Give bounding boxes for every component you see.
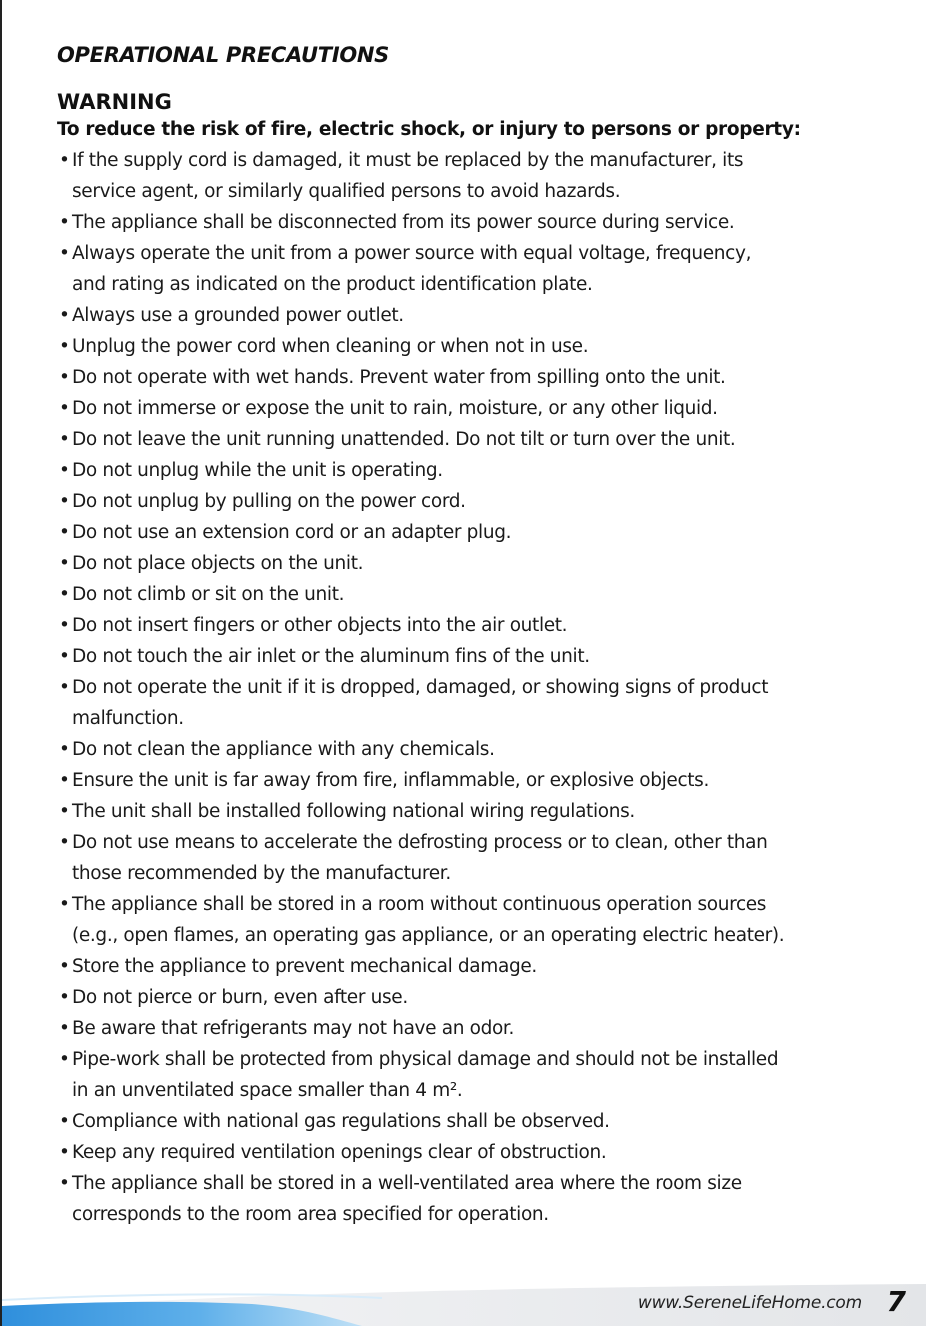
precaution-item: [57, 610, 892, 641]
precaution-text-line: Store the appliance to prevent mechanical damage.: [72, 956, 537, 977]
precaution-text-line: Do not operate the unit if it is dropped, damaged, or showing signs of product: [72, 677, 769, 698]
bullet-icon: •: [59, 832, 70, 853]
bullet-icon: •: [59, 956, 70, 977]
precaution-text-line: in an unventilated space smaller than 4 m².: [72, 1080, 463, 1101]
website-url[interactable]: www.SereneLifeHome.com: [637, 1293, 862, 1313]
warning-intro: To reduce the risk of fire, electric shock, or injury to persons or property:: [57, 119, 801, 140]
bullet-icon: •: [59, 367, 70, 388]
precaution-item: [57, 331, 892, 362]
bullet-icon: •: [59, 336, 70, 357]
precaution-text-line: The appliance shall be disconnected from its power source during service.: [72, 212, 735, 233]
bullet-icon: •: [59, 1111, 70, 1132]
precaution-item: [57, 424, 892, 455]
precaution-item: [57, 455, 892, 486]
bullet-icon: •: [59, 243, 70, 264]
precaution-text-line: Do not use means to accelerate the defrosting process or to clean, other than: [72, 832, 768, 853]
precaution-item: [57, 889, 892, 951]
precaution-item: [57, 579, 892, 610]
bullet-icon: •: [59, 429, 70, 450]
bullet-icon: •: [59, 1173, 70, 1194]
precaution-text-line: malfunction.: [72, 708, 184, 729]
page-number: 7: [886, 1285, 906, 1318]
bullet-icon: •: [59, 305, 70, 326]
precaution-item: [57, 548, 892, 579]
precaution-text-line: Do not use an extension cord or an adapter plug.: [72, 522, 512, 543]
bullet-icon: •: [59, 212, 70, 233]
bullet-icon: •: [59, 677, 70, 698]
precaution-list: [57, 145, 892, 1230]
precaution-item: [57, 765, 892, 796]
precaution-text-line: The unit shall be installed following national wiring regulations.: [72, 801, 635, 822]
precaution-item: [57, 641, 892, 672]
precaution-item: [57, 1106, 892, 1137]
bullet-icon: •: [59, 646, 70, 667]
precaution-text-line: Unplug the power cord when cleaning or when not in use.: [72, 336, 589, 357]
precaution-text-line: Do not pierce or burn, even after use.: [72, 987, 408, 1008]
precaution-text-line: The appliance shall be stored in a well-ventilated area where the room size: [72, 1173, 742, 1194]
precaution-text-line: If the supply cord is damaged, it must be replaced by the manufacturer, its: [72, 150, 744, 171]
bullet-icon: •: [59, 1142, 70, 1163]
precaution-text-line: Do not leave the unit running unattended. Do not tilt or turn over the unit.: [72, 429, 736, 450]
precaution-item: [57, 734, 892, 765]
warning-heading: WARNING: [57, 90, 172, 114]
precaution-text-line: Pipe-work shall be protected from physical damage and should not be installed: [72, 1049, 779, 1070]
precaution-text-line: Do not immerse or expose the unit to rain, moisture, or any other liquid.: [72, 398, 718, 419]
precaution-text-line: Do not climb or sit on the unit.: [72, 584, 345, 605]
precaution-item: [57, 796, 892, 827]
precaution-item: [57, 362, 892, 393]
precaution-text-line: (e.g., open flames, an operating gas appliance, or an operating electric heater).: [72, 925, 785, 946]
bullet-icon: •: [59, 460, 70, 481]
document-body: [57, 40, 892, 1230]
precaution-item: [57, 1168, 892, 1230]
precaution-item: [57, 393, 892, 424]
precaution-item: [57, 982, 892, 1013]
precaution-text-line: Keep any required ventilation openings clear of obstruction.: [72, 1142, 607, 1163]
bullet-icon: •: [59, 150, 70, 171]
precaution-item: [57, 486, 892, 517]
precaution-item: [57, 145, 892, 207]
precaution-text-line: Compliance with national gas regulations shall be observed.: [72, 1111, 610, 1132]
precaution-text-line: Ensure the unit is far away from fire, inflammable, or explosive objects.: [72, 770, 709, 791]
bullet-icon: •: [59, 894, 70, 915]
bullet-icon: •: [59, 615, 70, 636]
precaution-item: [57, 1044, 892, 1106]
precaution-text-line: Do not unplug by pulling on the power cord.: [72, 491, 466, 512]
precaution-item: [57, 827, 892, 889]
precaution-item: [57, 207, 892, 238]
precaution-item: [57, 672, 892, 734]
precaution-text-line: Do not unplug while the unit is operating.: [72, 460, 443, 481]
precaution-text-line: Always use a grounded power outlet.: [72, 305, 404, 326]
footer-band: [2, 1278, 926, 1326]
bullet-icon: •: [59, 553, 70, 574]
precaution-text-line: corresponds to the room area specified for operation.: [72, 1204, 549, 1225]
precaution-text-line: Do not touch the air inlet or the aluminum fins of the unit.: [72, 646, 590, 667]
precaution-text-line: Do not clean the appliance with any chemicals.: [72, 739, 495, 760]
precaution-text-line: Be aware that refrigerants may not have an odor.: [72, 1018, 515, 1039]
precaution-text-line: Do not operate with wet hands. Prevent water from spilling onto the unit.: [72, 367, 726, 388]
section-title: OPERATIONAL PRECAUTIONS: [57, 43, 389, 67]
precaution-item: [57, 1137, 892, 1168]
bullet-icon: •: [59, 1018, 70, 1039]
bullet-icon: •: [59, 739, 70, 760]
precaution-item: [57, 951, 892, 982]
precaution-text-line: The appliance shall be stored in a room without continuous operation sources: [72, 894, 767, 915]
precaution-text-line: service agent, or similarly qualified persons to avoid hazards.: [72, 181, 621, 202]
precaution-item: [57, 1013, 892, 1044]
precaution-item: [57, 238, 892, 300]
bullet-icon: •: [59, 398, 70, 419]
precaution-item: [57, 517, 892, 548]
bullet-icon: •: [59, 522, 70, 543]
precaution-text-line: Always operate the unit from a power source with equal voltage, frequency,: [72, 243, 752, 264]
bullet-icon: •: [59, 770, 70, 791]
precaution-text-line: Do not place objects on the unit.: [72, 553, 364, 574]
bullet-icon: •: [59, 491, 70, 512]
bullet-icon: •: [59, 584, 70, 605]
precaution-text-line: and rating as indicated on the product identification plate.: [72, 274, 593, 295]
precaution-text-line: Do not insert fingers or other objects into the air outlet.: [72, 615, 568, 636]
precaution-text-line: those recommended by the manufacturer.: [72, 863, 451, 884]
precaution-item: [57, 300, 892, 331]
bullet-icon: •: [59, 987, 70, 1008]
bullet-icon: •: [59, 1049, 70, 1070]
bullet-icon: •: [59, 801, 70, 822]
